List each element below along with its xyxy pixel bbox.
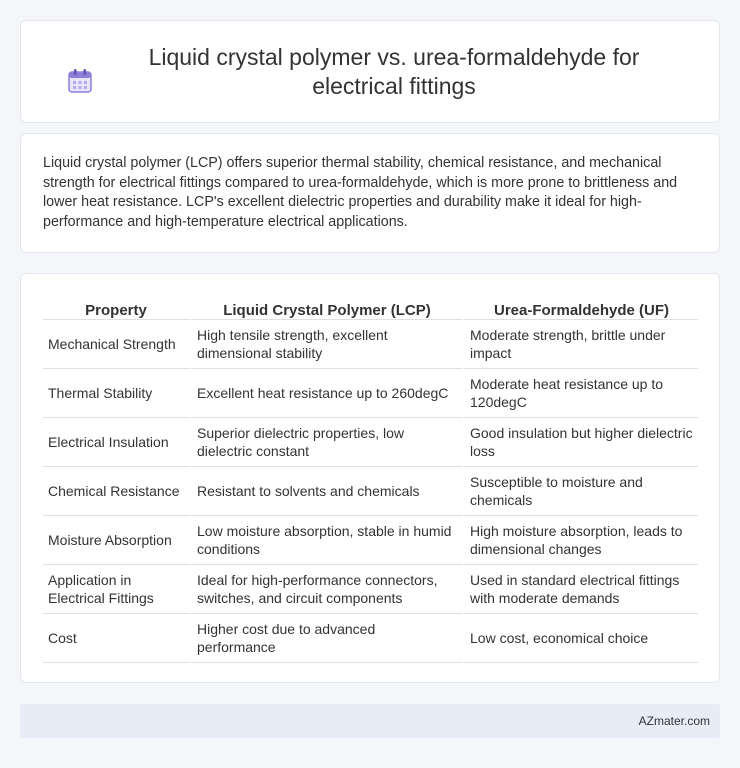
lcp-cell: Excellent heat resistance up to 260degC (189, 369, 462, 418)
property-cell: Thermal Stability (43, 369, 189, 418)
column-header-uf: Urea-Formaldehyde (UF) (462, 296, 698, 320)
lcp-cell: Low moisture absorption, stable in humid conditions (189, 516, 462, 565)
uf-cell: Used in standard electrical fittings with moderate demands (462, 565, 698, 614)
table-row (43, 614, 698, 663)
property-cell: Electrical Insulation (43, 418, 189, 467)
table-header-row (43, 296, 698, 320)
comparison-table (43, 296, 698, 663)
property-cell: Mechanical Strength (43, 320, 189, 369)
table-row (43, 320, 698, 369)
property-cell: Cost (43, 614, 189, 663)
table-row (43, 418, 698, 467)
table-row (43, 565, 698, 614)
lcp-cell: Resistant to solvents and chemicals (189, 467, 462, 516)
uf-cell: Good insulation but higher dielectric loss (462, 418, 698, 467)
property-cell: Application in Electrical Fittings (43, 565, 189, 614)
footer-brand[interactable]: AZmater.com (638, 714, 710, 728)
page-title: Liquid crystal polymer vs. urea-formaldehyde for electrical fittings (148, 43, 640, 99)
comparison-table-card (20, 273, 720, 683)
title-card (20, 20, 720, 123)
property-cell: Chemical Resistance (43, 467, 189, 516)
lcp-cell: Ideal for high-performance connectors, switches, and circuit components (189, 565, 462, 614)
lcp-cell: High tensile strength, excellent dimensional stability (189, 320, 462, 369)
footer (20, 704, 720, 738)
summary-text: Liquid crystal polymer (LCP) offers superior thermal stability, chemical resistance, and mechanical strength for electrical fittings compared to urea-formaldehyde, which is more prone to brittleness and lower heat resistance. LCP's excellent dielectric properties and durability make it ideal for high-performance and high-temperature electrical applications. (43, 155, 678, 230)
uf-cell: Low cost, economical choice (462, 614, 698, 663)
uf-cell: Susceptible to moisture and chemicals (462, 467, 698, 516)
uf-cell: Moderate heat resistance up to 120degC (462, 369, 698, 418)
lcp-cell: Superior dielectric properties, low dielectric constant (189, 418, 462, 467)
column-header-lcp: Liquid Crystal Polymer (LCP) (189, 296, 462, 320)
calendar-icon (66, 67, 94, 95)
uf-cell: Moderate strength, brittle under impact (462, 320, 698, 369)
table-row (43, 516, 698, 565)
column-header-property: Property (43, 296, 189, 320)
summary-card (20, 133, 720, 253)
property-cell: Moisture Absorption (43, 516, 189, 565)
uf-cell: High moisture absorption, leads to dimensional changes (462, 516, 698, 565)
table-row (43, 467, 698, 516)
lcp-cell: Higher cost due to advanced performance (189, 614, 462, 663)
table-row (43, 369, 698, 418)
